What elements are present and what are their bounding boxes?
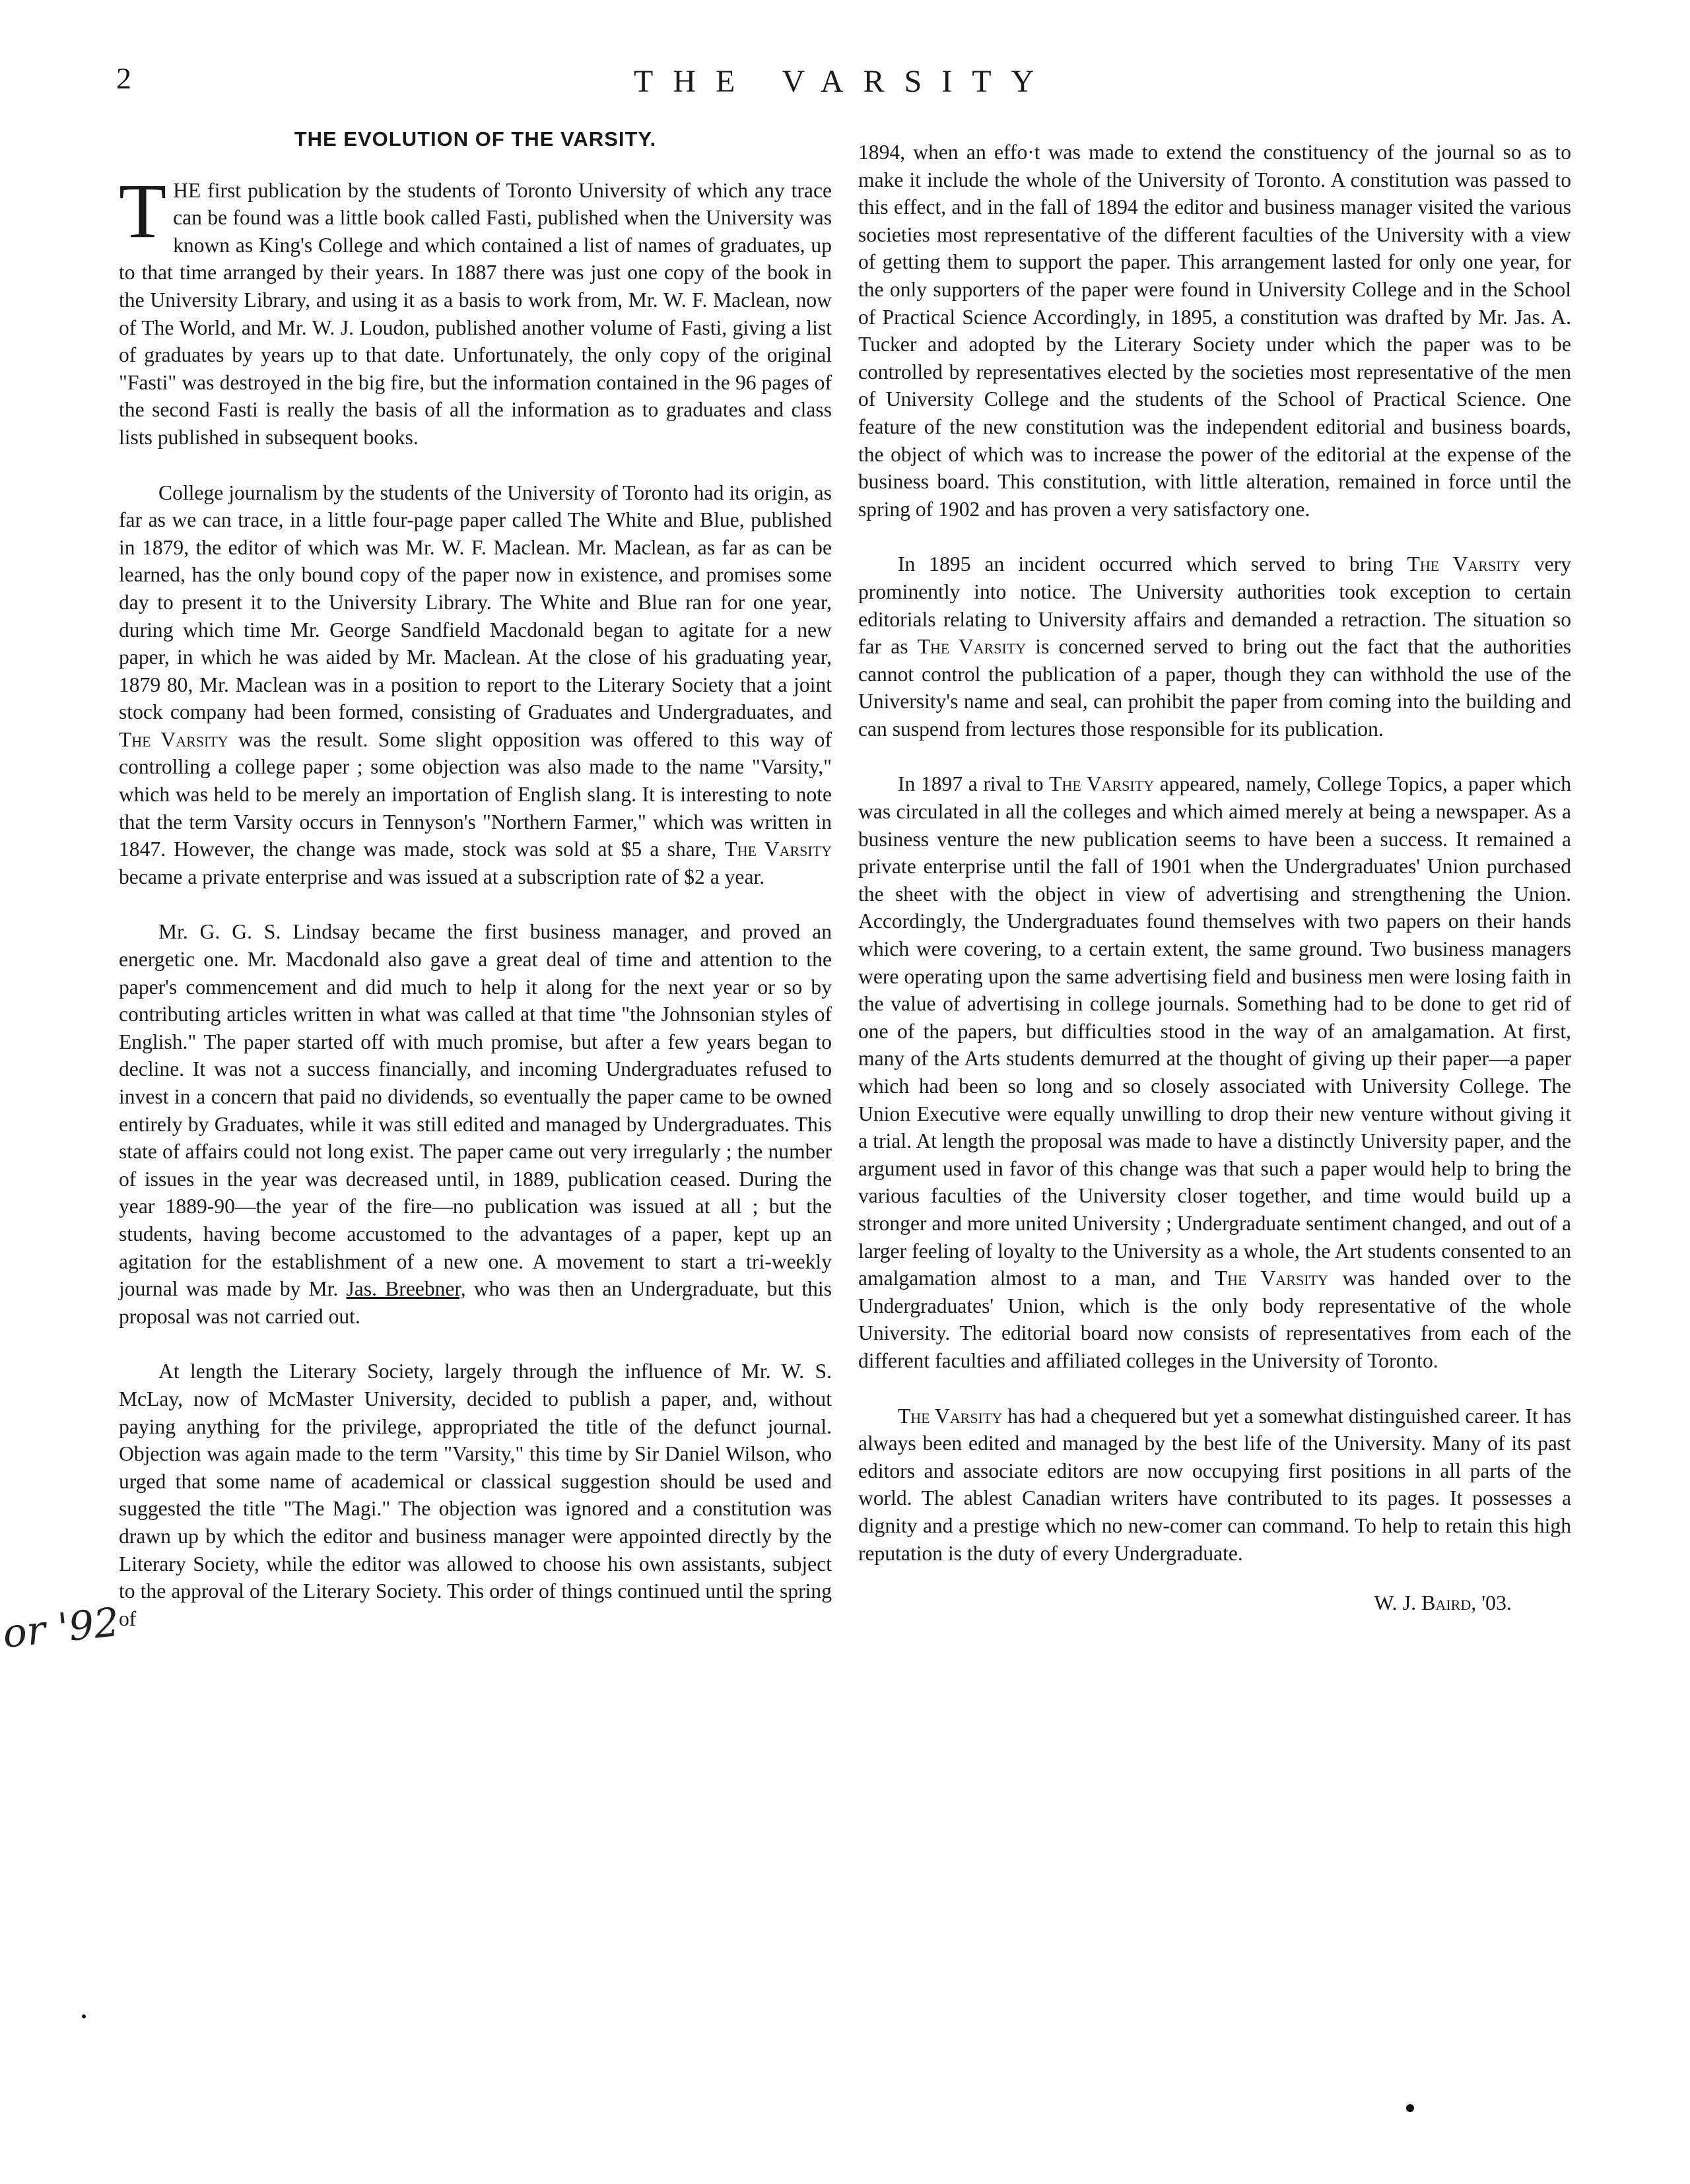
paragraph-text: appeared, namely, College Topics, a paper which was circulated in all the colleges and which aimed merely at being a newspaper. As a business venture the new publication seems to have been a success. It remained a private enterprise until the fall of 1901 when the Undergraduates' Union purchased the sheet with the object in view of advertising and strengthening the Union. Accordingly, the Undergraduates found themselves with two papers on their hands which were covering, to a certain extent, the same ground. Two business managers were operating upon the same advertising field and business men were losing faith in the value of advertising in college journals. Something had to be done to get rid of one of the papers, but difficulties stood in the way of an amalgamation. At first, many of the Arts students demurred at the thought of giving up their paper—a paper which had been so long and so closely associated with University College. The Union Executive were equally unwilling to drop their new venture without giving it a trial. At length the proposal was made to have a distinctly University paper, and the argument used in favor of this change was that such a paper would help to bring the various faculties of the University closer together, and time would build up a stronger and more united University ; Undergraduate sentiment changed, and out of a larger feeling of loyalty to the University as a whole, the Art students consented to an amalgamation almost to a man, and (858, 772, 1571, 1290)
paragraph-text: very prominently into notice. The University authorities took exception to certain editorials relating to University affairs and demanded a retraction. The situation so far as (858, 552, 1571, 659)
paragraph-text: In 1897 a rival to (898, 772, 1050, 796)
paragraph (858, 1403, 1571, 1568)
paragraph-text: who was then an Undergraduate, but this proposal was not carried out. (119, 1277, 832, 1328)
paragraph-text: At length the Literary Society, largely through the influence of Mr. W. S. McLay, now of McMaster University, decided to publish a paper, and, without paying anything for the privilege, appropriated the title of the defunct journal. Objection was again made to the term "Varsity," this time by Sir Daniel Wilson, who urged that some name of academical or classical suggestion should be used and suggested the title "The Magi." The objection was ignored and a constitution was drawn up by which the editor and business manager were appointed directly by the Literary Society, while the editor was allowed to choose his own assistants, subject to the approval of the Literary Society. This order of things continued until the spring of (119, 1360, 832, 1630)
journal-name: The Varsity (1214, 1267, 1328, 1290)
journal-name: The Varsity (1049, 772, 1155, 796)
right-column (858, 139, 1571, 1617)
paragraph-text: became a private enterprise and was issued at a subscription rate of $2 a year. (119, 865, 765, 888)
journal-name: The Varsity (724, 838, 832, 861)
paragraph (119, 479, 832, 891)
paragraph-text: College journalism by the students of the University of Toronto had its origin, as far as we can trace, in a little four-page paper called The White and Blue, published in 1879, the editor of which was Mr. W. F. Maclean. Mr. Maclean, as far as can be learned, has the only bound copy of the paper now in existence, and promises some day to present it to the University Library. The White and Blue ran for one year, during which time Mr. George Sandfield Macdonald began to agitate for a new paper, in which he was aided by Mr. Maclean. At the close of his graduating year, 1879 80, Mr. Maclean was in a position to report to the Literary Society that a joint stock company had been formed, consisting of Graduates and Undergraduates, and (119, 480, 832, 724)
paragraph-text: has had a chequered but yet a somewhat distinguished career. It has always been edited and managed by the best life of the University. Many of its past editors and associate editors are now occupying first positions in all parts of the world. The ablest Canadian writers have contributed to its pages. It possesses a dignity and a prestige which no new-comer can command. To help to retain this high reputation is the duty of every Undergraduate. (858, 1404, 1572, 1565)
journal-name: The Varsity (1407, 552, 1520, 576)
paragraph (119, 167, 832, 451)
journal-name: The Varsity (898, 1404, 1003, 1428)
paragraph-text: Mr. G. G. S. Lindsay became the first business manager, and proved an energetic one. Mr. Macdonald also gave a great deal of time and attention to the paper's commencement and did much to help it along for the next year or so by contributing articles written in what was called at that time "the Johnsonian styles of English." The paper started off with much promise, but after a few years began to decline. It was not a success financially, and incoming Undergraduates refused to invest in a concern that paid no dividends, so eventually the paper came to be owned entirely by Graduates, while it was still edited and managed by Undergraduates. This state of affairs could not long exist. The paper came out very irregularly ; the number of issues in the year was decreased until, in 1889, publication ceased. During the year 1889-90—the year of the fire—no publication was issued at all ; but the students, having become accustomed to the advantages of a paper, kept up an agitation for the establishment of a new one. A movement to start a tri-weekly journal was made by Mr. (119, 920, 832, 1301)
paragraph (858, 139, 1571, 523)
handwritten-underline: Jas. Breebner, (346, 1277, 466, 1301)
paragraph-text: is concerned served to bring out the fact that the authorities cannot control the publication of a paper, though they can withhold the use of the University's name and seal, can prohibit the paper from coming into the building and can suspend from lectures those responsible for its publication. (858, 635, 1572, 741)
paragraph-text: HE first publication by the students of Toronto University of which any trace can be found was a little book called Fasti, published when the University was known as King's College and which contained a list of names of graduates, up to that time arranged by their years. In 1887 there was just one copy of the book in the University Library, and using it as a basis to work from, Mr. W. F. Maclean, now of The World, and Mr. W. J. Loudon, published another volume of Fasti, giving a list of graduates by years up to that date. Unfortunately, the only copy of the original "Fasti" was destroyed in the big fire, but the information contained in the 96 pages of the second Fasti is really the basis of all the information as to graduates and class lists published in subsequent books. (119, 178, 832, 449)
running-head: THE VARSITY (634, 64, 1054, 99)
paragraph-text: was handed over to the Undergraduates' Union, which is the only body representative of the whole University. The editorial board now consists of representatives from each of the different faculties and affiliated colleges in the University of Toronto. (858, 1267, 1572, 1372)
paragraph (858, 550, 1571, 743)
left-column (119, 125, 832, 1660)
drop-cap: T (119, 167, 167, 254)
journal-name: The Varsity (917, 635, 1027, 659)
handwritten-margin-note: or '92 (0, 1599, 121, 1658)
paragraph-text: was the result. Some slight opposition was offered to this way of controlling a college paper ; some objection was also made to the name "Varsity," which was held to be merely an importation of English slang. It is interesting to note that the term Varsity occurs in Tennyson's "Northern Farmer," which was written in 1847. However, the change was made, stock was sold at $5 a share, (119, 727, 832, 861)
journal-name: The Varsity (119, 727, 228, 751)
paragraph-text: In 1895 an incident occurred which served to bring (898, 552, 1407, 576)
paragraph (858, 770, 1571, 1374)
paragraph-text: 1894, when an effo·t was made to extend the constituency of the journal so as to make it include the whole of the University of Toronto. A constitution was passed to this effect, and in the fall of 1894 the editor and business manager visited the various societies most representative of the different faculties of the University with a view of getting them to support the paper. This arrangement lasted for only one year, for the only supporters of the paper were found in University College and in the School of Practical Science Accordingly, in 1895, a constitution was drafted by Mr. Jas. A. Tucker and adopted by the Literary Society under which the paper was to be controlled by representatives elected by the societies most representative of the men of University College and the students of the School of Practical Science. One feature of the new constitution was the independent editorial and business boards, the object of which was to increase the power of the editorial at the expense of the business board. This constitution, with little alteration, remained in force until the spring of 1902 and has proven a very satisfactory one. (858, 141, 1571, 521)
paragraph (119, 918, 832, 1330)
ink-dot (82, 2014, 86, 2018)
ink-dot (1406, 2104, 1414, 2112)
article-title: THE EVOLUTION OF THE VARSITY. (294, 127, 657, 150)
page-number: 2 (116, 61, 131, 95)
author-signature: W. J. Baird, '03. (1374, 1591, 1512, 1615)
paragraph (119, 1358, 832, 1632)
